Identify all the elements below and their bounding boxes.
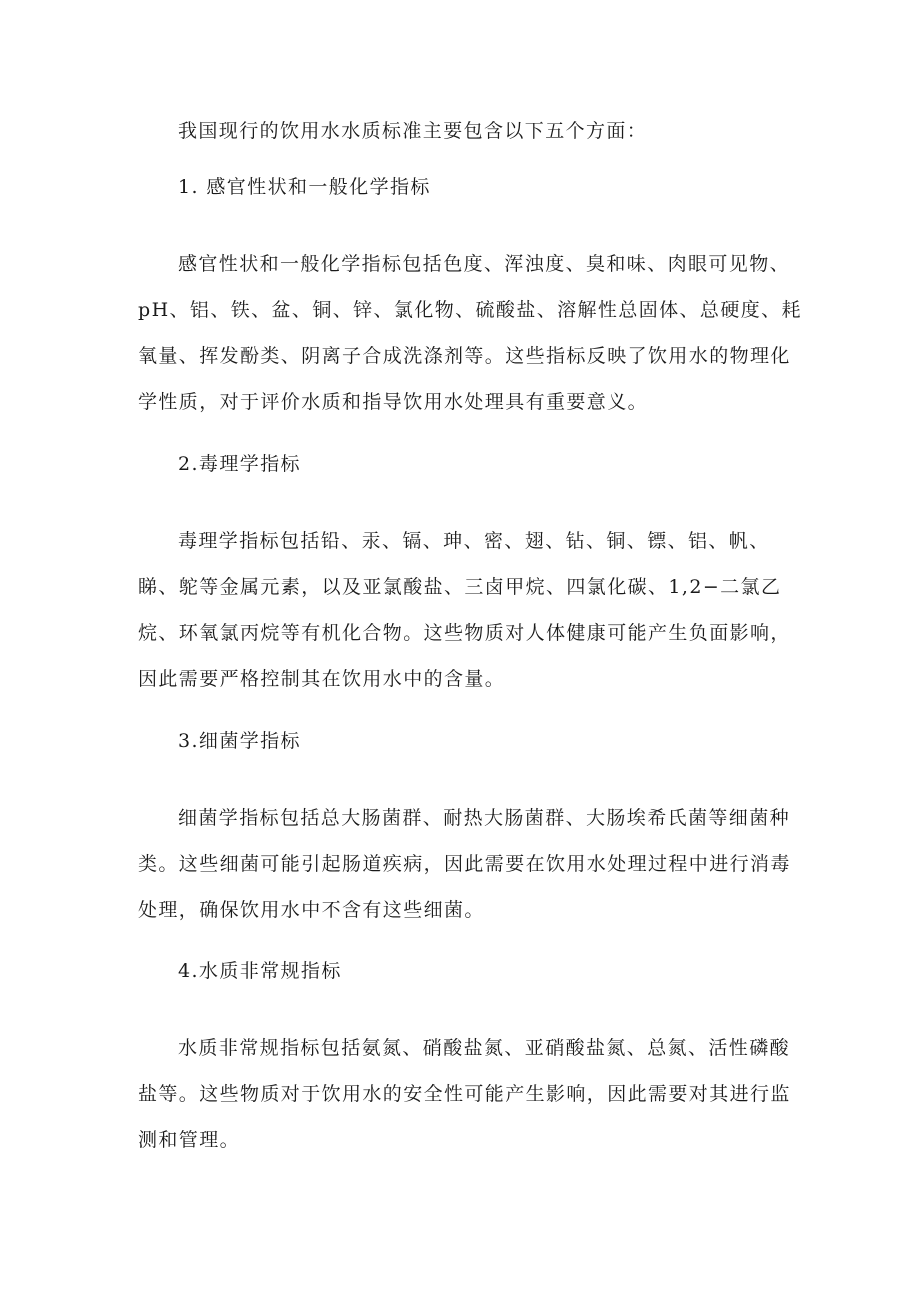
section-4-heading: 4.水质非常规指标 — [178, 960, 342, 982]
section-2-body: 毒理学指标包括铅、汞、镉、珅、密、翅、钻、铜、镖、铝、帆、睇、鸵等金属元素，以及亚氯酸盐、三卤甲烷、四氯化碳、1,2−二氯乙烷、环氧氯丙烷等有机化合物。这些物质对人体健康可能产生负面影响，因此需要严格控制其在饮用水中的含量。 — [138, 530, 791, 690]
section-3-body: 细菌学指标包括总大肠菌群、耐热大肠菌群、大肠埃希氏菌等细菌种类。这些细菌可能引起肠道疾病，因此需要在饮用水处理过程中进行消毒处理，确保饮用水中不含有这些细菌。 — [138, 807, 791, 921]
section-2-heading: 2.毒理学指标 — [178, 453, 301, 475]
section-1-heading: 1. 感官性状和一般化学指标 — [178, 176, 431, 198]
section-4-body: 水质非常规指标包括氨氮、硝酸盐氮、亚硝酸盐氮、总氮、活性磷酸盐等。这些物质对于饮用水的安全性可能产生影响，因此需要对其进行监测和管理。 — [138, 1037, 791, 1151]
section-1-body: 感官性状和一般化学指标包括色度、浑浊度、臭和味、肉眼可见物、pH、铝、铁、盆、铜、锌、氯化物、硫酸盐、溶解性总固体、总硬度、耗氧量、挥发酚类、阴离子合成洗涤剂等。这些指标反映了饮用水的物理化学性质，对于评价水质和指导饮用水处理具有重要意义。 — [138, 253, 802, 413]
intro-paragraph: 我国现行的饮用水水质标准主要包含以下五个方面： — [178, 120, 648, 142]
section-3-heading: 3.细菌学指标 — [178, 730, 301, 752]
